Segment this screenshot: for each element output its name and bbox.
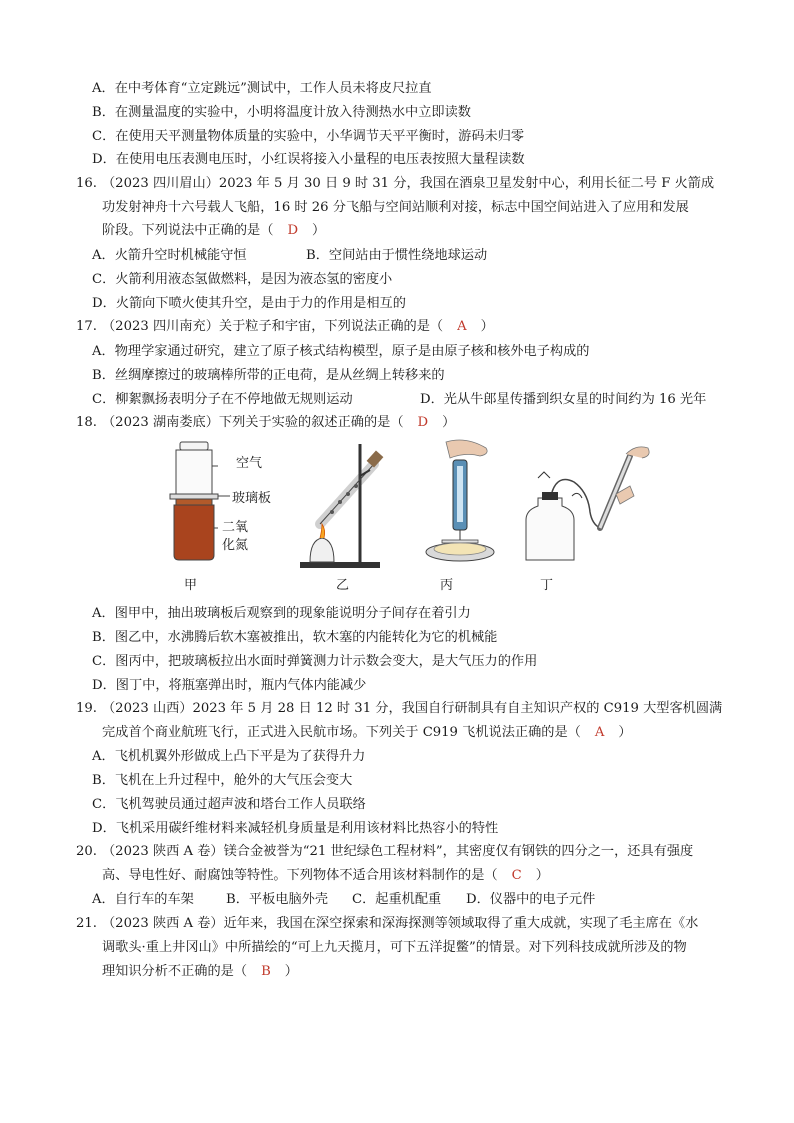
test-tube-heating-apparatus xyxy=(300,444,383,568)
question-number: 19. xyxy=(76,701,97,716)
q19-option-b: B．飞机在上升过程中，舱外的大气压会变大 xyxy=(92,773,353,788)
q17-option-a: A．物理学家通过研究，建立了原子核式结构模型，原子是由原子核和核外电子构成的 xyxy=(92,344,590,359)
q17-option-d: D．光从牛郎星传播到织女星的时间约为 16 光年 xyxy=(420,392,707,407)
bottle-pump-apparatus xyxy=(526,447,649,560)
q20-option-c: C．起重机配重 xyxy=(352,892,442,907)
q21-stem-line1: 21. （2023 陕西 A 卷）近年来，我国在深空探索和深海探测等领域取得了重大成就，实现了毛主席在《水 xyxy=(76,916,699,931)
q21-stem-line2: 调歌头·重上井冈山》中所描绘的“可上九天揽月，可下五洋捉鳖”的情景。对下列科技成就所涉及的物 xyxy=(102,940,687,955)
q18-option-b: B．图乙中，水沸腾后软木塞被推出，软木塞的内能转化为它的机械能 xyxy=(92,630,498,645)
answer-mark: A xyxy=(457,319,467,334)
q15-option-d: D．在使用电压表测电压时，小红误将接入小量程的电压表按照大量程读数 xyxy=(92,152,525,167)
label-air: 空气 xyxy=(236,456,263,471)
question-number: 18. xyxy=(76,415,97,430)
label-no2-line2: 化氮 xyxy=(222,538,249,553)
label-ding: 丁 xyxy=(540,578,554,593)
q17-stem: 17. （2023 四川南充）关于粒子和宇宙，下列说法正确的是（ A ） xyxy=(76,319,494,334)
q15-option-c: C．在使用天平测量物体质量的实验中，小华调节天平平衡时，游码未归零 xyxy=(92,129,525,144)
q17-option-b: B．丝绸摩擦过的玻璃棒所带的正电荷，是从丝绸上转移来的 xyxy=(92,368,445,383)
q16-option-b: B．空间站由于惯性绕地球运动 xyxy=(306,248,488,263)
q16-option-d: D．火箭向下喷火使其升空，是由于力的作用是相互的 xyxy=(92,296,406,311)
q19-option-c: C．飞机驾驶员通过超声波和塔台工作人员联络 xyxy=(92,797,366,812)
q17-option-c: C．柳絮飘扬表明分子在不停地做无规则运动 xyxy=(92,392,353,407)
q21-stem-line3: 理知识分析不正确的是（ B ） xyxy=(102,964,298,979)
q20-option-d: D．仪器中的电子元件 xyxy=(466,892,596,907)
q16-option-c: C．火箭利用液态氢做燃料，是因为液态氢的密度小 xyxy=(92,272,393,287)
q16-stem-line2: 功发射神舟十六号载人飞船，16 时 26 分飞船与空间站顺利对接，标志中国空间站进入了应用和发展 xyxy=(102,200,689,215)
q15-option-b: B．在测量温度的实验中，小明将温度计放入待测热水中立即读数 xyxy=(92,105,471,120)
question-number: 20. xyxy=(76,844,97,859)
q20-option-b: B．平板电脑外壳 xyxy=(226,892,329,907)
answer-mark: D xyxy=(417,415,429,430)
label-yi: 乙 xyxy=(336,578,350,593)
q18-stem: 18. （2023 湖南娄底）下列关于实验的叙述正确的是（ D ） xyxy=(76,415,456,430)
answer-mark: C xyxy=(511,868,522,883)
q19-option-d: D．飞机采用碳纤维材料来减轻机身质量是利用该材料比热容小的特性 xyxy=(92,821,499,836)
answer-mark: A xyxy=(594,725,605,740)
q16-stem-line1 xyxy=(76,175,714,193)
jar-diffusion-apparatus xyxy=(170,442,230,560)
question-number: 21. xyxy=(76,916,97,931)
q18-option-c: C．图丙中，把玻璃板拉出水面时弹簧测力计示数会变大，是大气压力的作用 xyxy=(92,654,538,669)
q19-stem-line2: 完成首个商业航班飞行，正式进入民航市场。下列关于 C919 飞机说法正确的是（ A ） xyxy=(102,725,632,740)
q16-stem-line3: 阶段。下列说法中正确的是（ D ） xyxy=(102,223,326,238)
q19-stem-line1: 19. （2023 山西）2023 年 5 月 28 日 12 时 31 分，我国自行研制具有自主知识产权的 C919 大型客机圆满 xyxy=(76,701,723,716)
q15-option-a: A．在中考体育“立定跳远”测试中，工作人员未将皮尺拉直 xyxy=(92,81,432,96)
question-number: 17. xyxy=(76,319,97,334)
label-bing: 丙 xyxy=(440,578,454,593)
answer-mark: D xyxy=(287,223,299,238)
spring-scale-apparatus xyxy=(426,440,494,561)
answer-mark: B xyxy=(261,964,271,979)
q20-option-a: A．自行车的车架 xyxy=(92,892,194,907)
q18-experiment-figure xyxy=(160,436,680,596)
label-no2-line1: 二氧 xyxy=(222,520,249,535)
q16-option-a: A．火箭升空时机械能守恒 xyxy=(92,248,247,263)
label-glass-plate: 玻璃板 xyxy=(232,491,272,506)
q19-option-a: A．飞机机翼外形做成上凸下平是为了获得升力 xyxy=(92,749,366,764)
q20-stem-line1: 20. （2023 陕西 A 卷）镁合金被誉为“21 世纪绿色工程材料”，其密度仅有钢铁的四分之一，还具有强度 xyxy=(76,844,694,859)
label-jia: 甲 xyxy=(184,578,198,593)
q18-option-d: D．图丁中，将瓶塞弹出时，瓶内气体内能减少 xyxy=(92,678,367,693)
q18-option-a: A．图甲中，抽出玻璃板后观察到的现象能说明分子间存在着引力 xyxy=(92,606,471,621)
q16-text: （2023 四川眉山）2023 年 5 月 30 日 9 时 31 分，我国在酒泉卫星发射中心，利用长征二号 F 火箭成 xyxy=(102,176,715,191)
question-number: 16. xyxy=(76,176,97,191)
q20-stem-line2: 高、导电性好、耐腐蚀等特性。下列物体不适合用该材料制作的是（ C ） xyxy=(102,868,549,883)
